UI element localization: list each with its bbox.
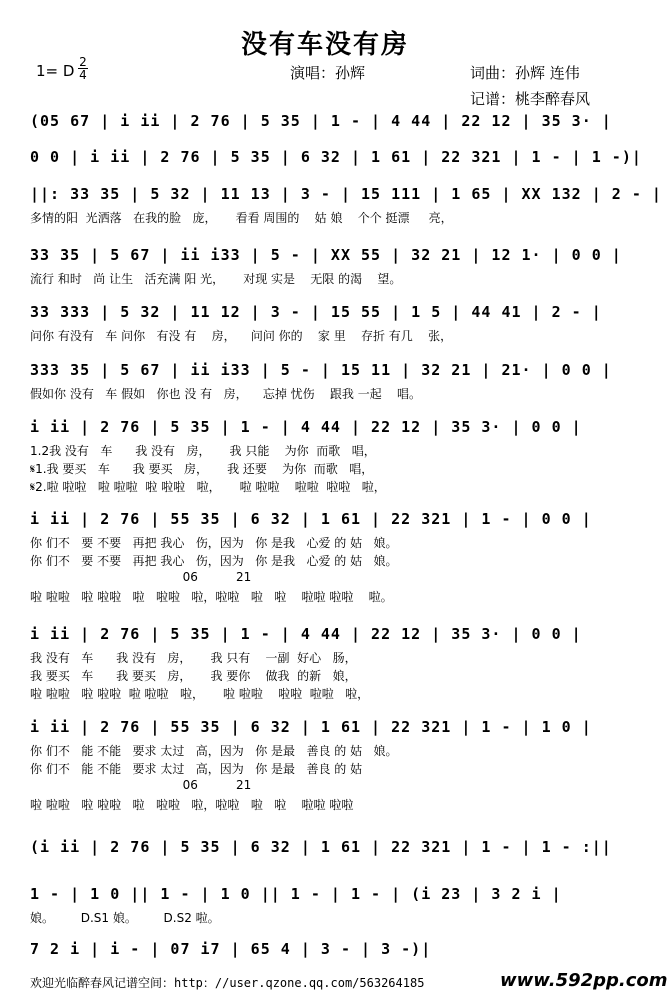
lyric-line: 啦 啦啦 啦 啦啦 啦 啦啦 啦，啦啦 啦 啦 啦啦 啦啦 — [30, 798, 354, 812]
lyric-line: 我 没有 车 我 没有 房， 我 只有 一副 好心 肠， — [30, 651, 357, 665]
lyric-line: 多情的阳 光洒落 在我的脸 庞， 看看 周围的 姑 娘 个个 挺漂 亮， — [30, 211, 453, 225]
notation-line: i ii | 2 76 | 55 35 | 6 32 | 1 61 | 22 321 | 1 - | 0 0 | — [30, 510, 592, 528]
lyric-line: 你 们不 能 不能 要求 太过 高，因为 你 是最 善良 的 姑 娘。 — [30, 744, 398, 758]
singer-credit: 演唱：孙辉 — [290, 64, 366, 82]
footer-text: 欢迎光临醉春风记谱空间：http：//user.qzone.qq.com/563264185 — [30, 976, 425, 990]
notation-line: i ii | 2 76 | 5 35 | 1 - | 4 44 | 22 12 | 35 3· | 0 0 | — [30, 418, 582, 436]
notation-line: i ii | 2 76 | 5 35 | 1 - | 4 44 | 22 12 | 35 3· | 0 0 | — [30, 625, 582, 643]
notation-line: ||: 33 35 | 5 32 | 11 13 | 3 - | 15 111 | 1 65 | XX 132 | 2 - | — [30, 185, 662, 203]
notation-line: 33 35 | 5 67 | ii i33 | 5 - | XX 55 | 32 21 | 12 1· | 0 0 | — [30, 246, 622, 264]
key-signature: 1= D — [36, 62, 75, 80]
notation-line: 1 - | 1 0 || 1 - | 1 0 || 1 - | 1 - | (i 23 | 3 2 i | — [30, 885, 562, 903]
lyric-line: 你 们不 要 不要 再把 我心 伤，因为 你 是我 心爱 的 姑 娘。 — [30, 536, 398, 550]
song-title: 没有车没有房 — [240, 30, 409, 60]
lyric-line: 问你 有没有 车 问你 有没 有 房， 问问 你的 家 里 存折 有几 张， — [30, 329, 453, 343]
lyric-line: 你 们不 要 不要 再把 我心 伤，因为 你 是我 心爱 的 姑 娘。 — [30, 554, 398, 568]
notation-line: (i ii | 2 76 | 5 35 | 6 32 | 1 61 | 22 321 | 1 - | 1 - :|| — [30, 838, 612, 856]
notation-line: 0 0 | i ii | 2 76 | 5 35 | 6 32 | 1 61 | 22 321 | 1 - | 1 -)| — [30, 148, 642, 166]
lyric-line: 假如你 没有 车 假如 你也 没 有 房， 忘掉 忧伤 跟我 一起 唱。 — [30, 387, 421, 401]
footer-site-logo: www.592pp.com — [500, 970, 668, 991]
lyric-line: 06 21 — [30, 778, 252, 792]
notation-line: i ii | 2 76 | 55 35 | 6 32 | 1 61 | 22 321 | 1 - | 1 0 | — [30, 718, 592, 736]
lyric-line: 我 要买 车 我 要买 房， 我 要你 做我 的新 娘， — [30, 669, 357, 683]
time-signature-top: 2 — [79, 55, 87, 69]
notation-line: 7 2 i | i - | 07 i7 | 65 4 | 3 - | 3 -)| — [30, 940, 432, 958]
lyric-line: 你 们不 能 不能 要求 太过 高，因为 你 是最 善良 的 姑 — [30, 762, 363, 776]
notation-line: 33 333 | 5 32 | 11 12 | 3 - | 15 55 | 1 5 | 44 41 | 2 - | — [30, 303, 602, 321]
lyric-line: 𝄋2.啦 啦啦 啦 啦啦 啦 啦啦 啦， 啦 啦啦 啦啦 啦啦 啦， — [30, 480, 386, 494]
notation-line: 333 35 | 5 67 | ii i33 | 5 - | 15 11 | 32 21 | 21· | 0 0 | — [30, 361, 612, 379]
notation-line: (05 67 | i ii | 2 76 | 5 35 | 1 - | 4 44 | 22 12 | 35 3· | — [30, 112, 612, 130]
lyric-line: 流行 和时 尚 让生 活充满 阳 光， 对现 实是 无限 的渴 望。 — [30, 272, 402, 286]
time-signature — [78, 56, 88, 81]
lyric-line: 06 21 — [30, 570, 252, 584]
time-signature-bottom: 4 — [79, 68, 87, 82]
notation-credit: 记谱：桃李醉春风 — [470, 90, 591, 108]
lyric-line: 1.2我 没有 车 我 没有 房， 我 只能 为你 而歌 唱， — [30, 444, 376, 458]
lyric-line: 𝄋1.我 要买 车 我 要买 房， 我 还要 为你 而歌 唱， — [30, 462, 374, 476]
lyricist-credit: 词曲：孙辉 连伟 — [470, 64, 580, 82]
lyric-line: 啦 啦啦 啦 啦啦 啦 啦啦 啦， 啦 啦啦 啦啦 啦啦 啦， — [30, 687, 370, 701]
lyric-line: 啦 啦啦 啦 啦啦 啦 啦啦 啦，啦啦 啦 啦 啦啦 啦啦 啦。 — [30, 590, 393, 604]
lyric-line: 娘。 D.S1 娘。 D.S2 啦。 — [30, 911, 220, 925]
